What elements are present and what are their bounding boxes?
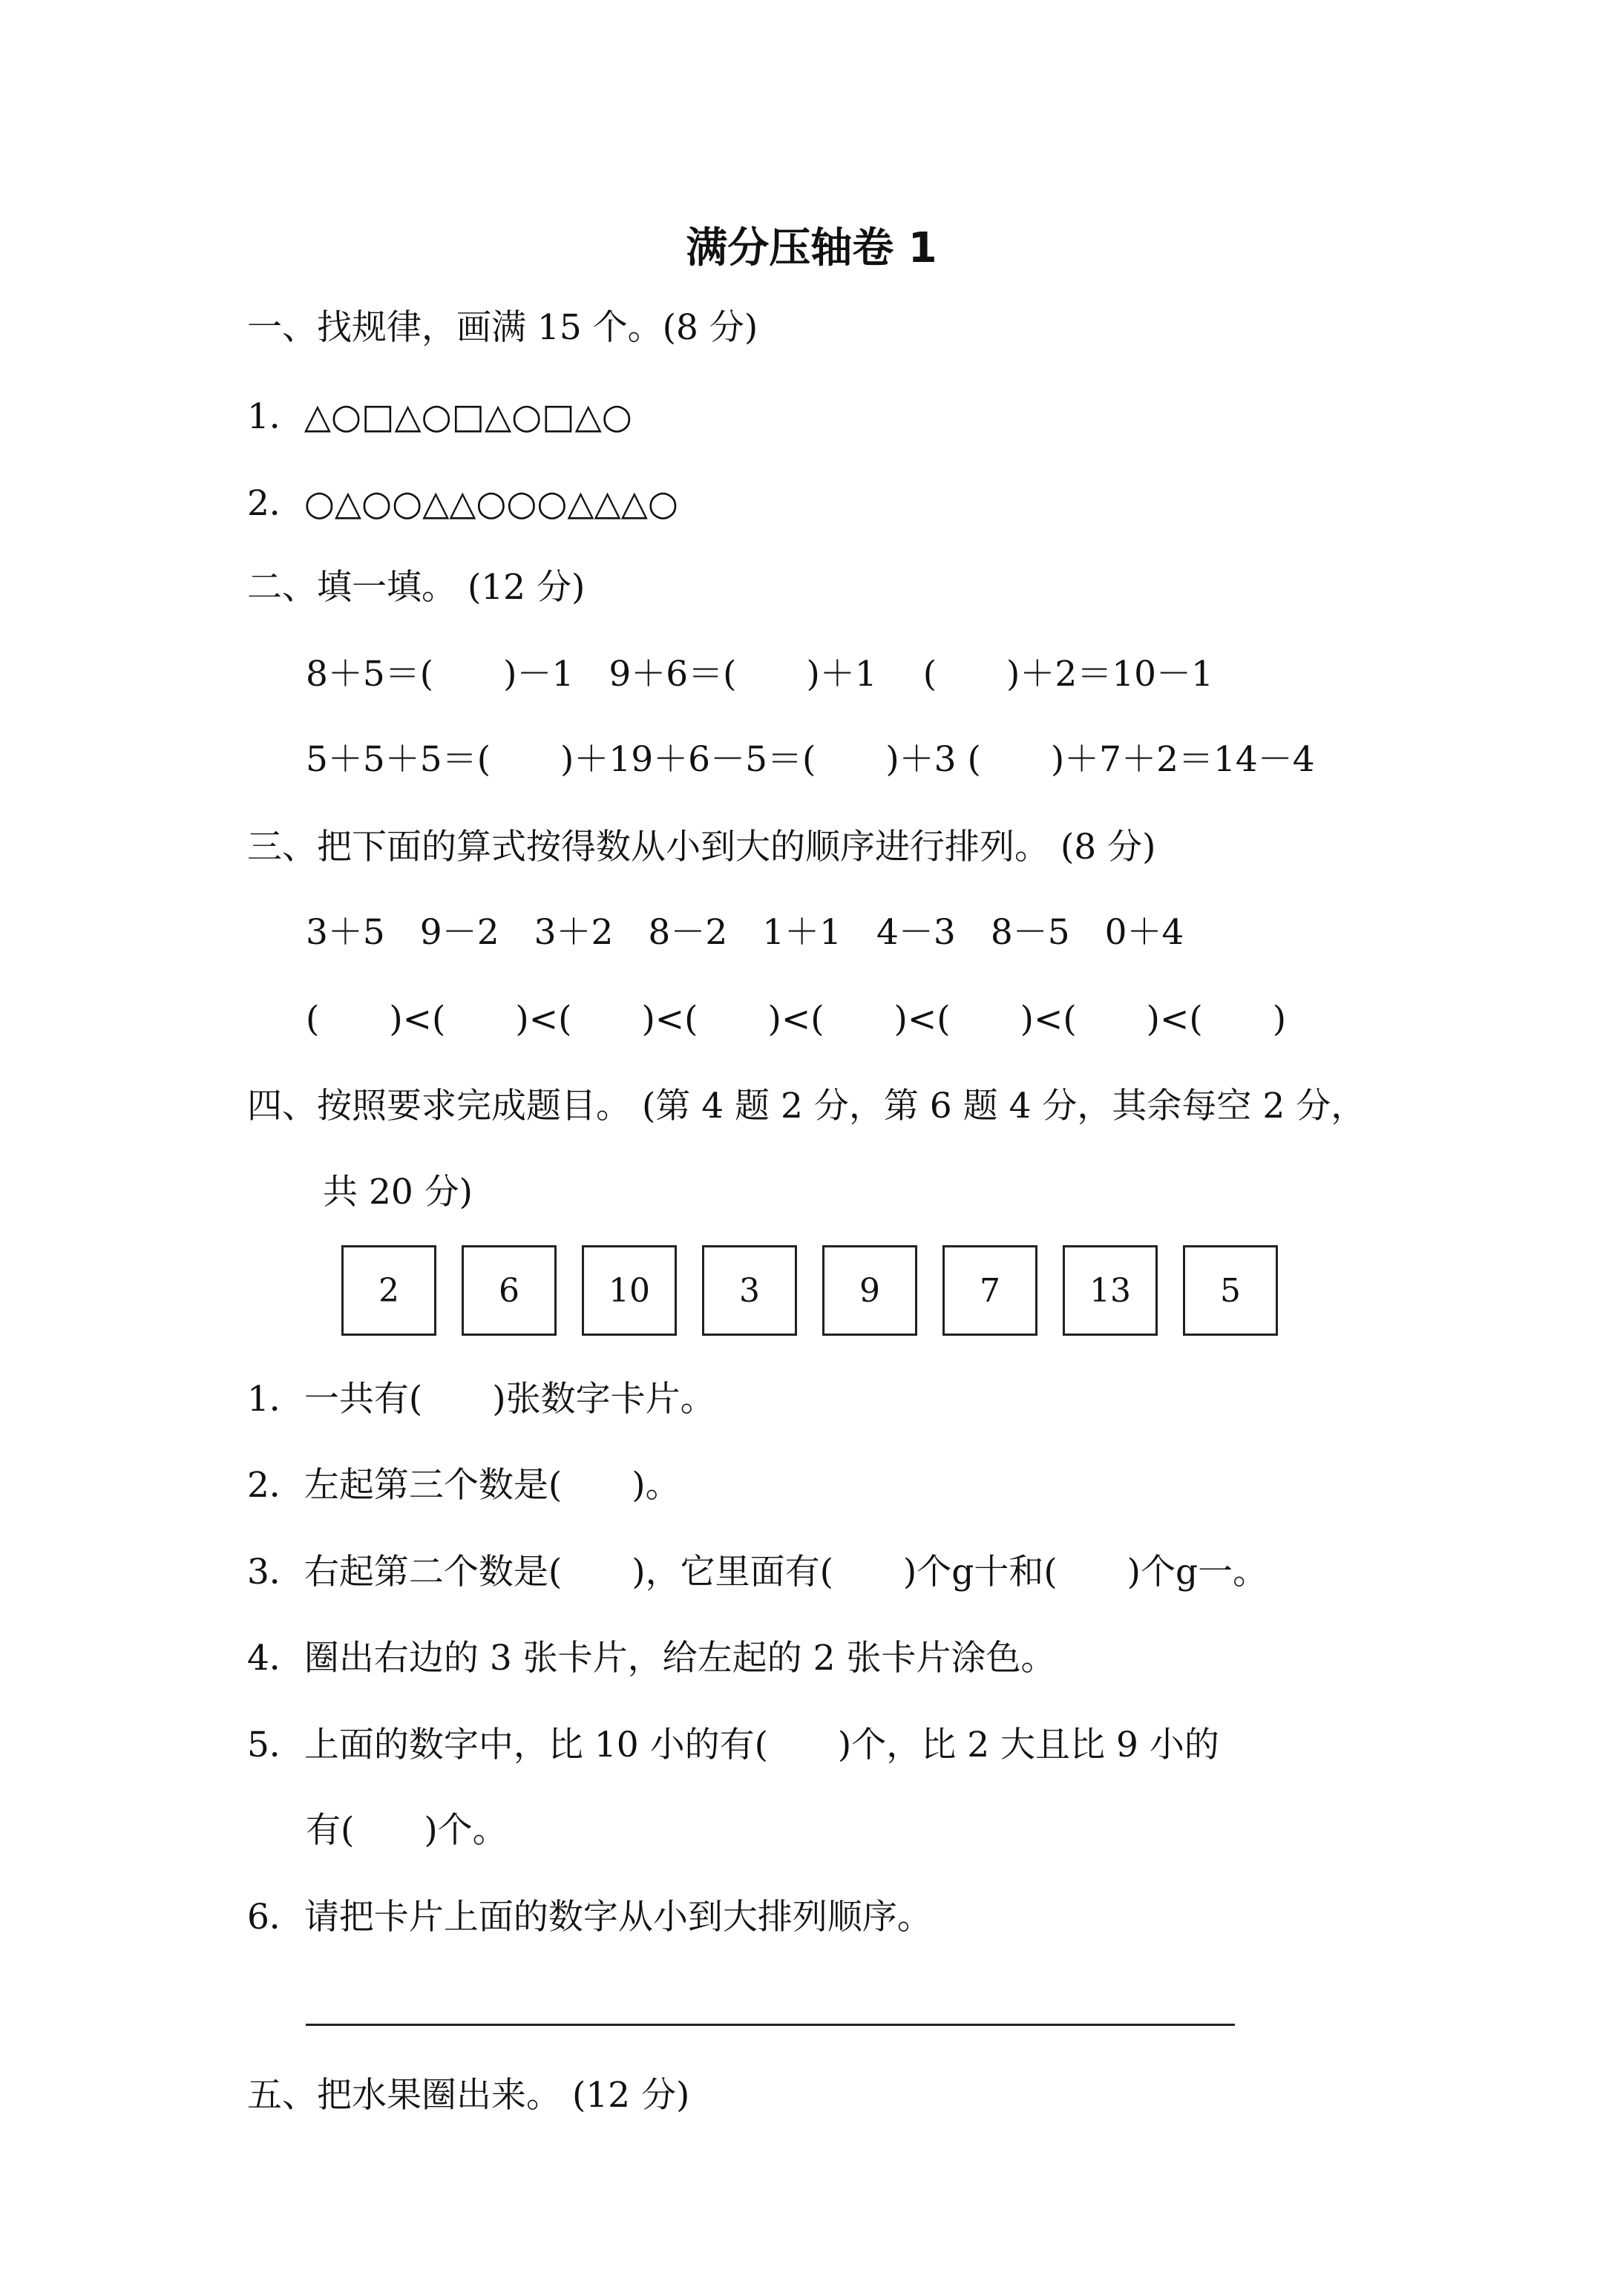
number-card: 6 (462, 1245, 557, 1336)
section4-question-5-cont: 有( )个。 (306, 1810, 508, 1851)
section1-heading: 一、找规律，画满 15 个。(8 分) (247, 307, 758, 348)
section1-question-2: 2．○△○○△△○○○△△△○ (247, 483, 678, 524)
number-card: 7 (942, 1245, 1037, 1336)
section4-question-2: 2．左起第三个数是( )。 (247, 1465, 681, 1506)
section3-blanks: ( )<( )<( )<( )<( )<( )<( )<( ) (306, 999, 1287, 1040)
section4-question-6: 6．请把卡片上面的数字从小到大排列顺序。 (247, 1897, 932, 1938)
number-card: 9 (822, 1245, 917, 1336)
number-cards (341, 1245, 1278, 1336)
number-card: 3 (702, 1245, 797, 1336)
number-card: 13 (1063, 1245, 1158, 1336)
answer-line (306, 2024, 1235, 2026)
section5-heading: 五、把水果圈出来。 (12 分) (247, 2075, 690, 2116)
section1-question-1: 1．△○□△○□△○□△○ (247, 396, 632, 437)
section4-heading-cont: 共 20 分) (323, 1172, 473, 1213)
section3-heading: 三、把下面的算式按得数从小到大的顺序进行排列。 (8 分) (247, 827, 1156, 867)
section4-question-5: 5．上面的数字中，比 10 小的有( )个，比 2 大且比 9 小的 (247, 1725, 1219, 1765)
section2-row-1: 8＋5＝( )－1 9＋6＝( )＋1 ( )＋2＝10－1 (306, 654, 1213, 695)
page-title: 满分压轴卷 1 (686, 224, 937, 272)
section4-question-3: 3．右起第二个数是( )，它里面有( )个g十和( )个g一。 (247, 1552, 1268, 1593)
section4-question-4: 4．圈出右边的 3 张卡片，给左起的 2 张卡片涂色。 (247, 1638, 1056, 1679)
section2-heading: 二、填一填。 (12 分) (247, 567, 586, 608)
number-card: 5 (1183, 1245, 1278, 1336)
section2-row-2: 5＋5＋5＝( )＋19＋6－5＝( )＋3 ( )＋7＋2＝14－4 (306, 739, 1315, 780)
section3-expressions: 3＋5 9－2 3＋2 8－2 1＋1 4－3 8－5 0＋4 (306, 912, 1184, 953)
section4-question-1: 1．一共有( )张数字卡片。 (247, 1379, 715, 1420)
number-card: 2 (341, 1245, 436, 1336)
number-card: 10 (582, 1245, 677, 1336)
section4-heading: 四、按照要求完成题目。 (第 4 题 2 分，第 6 题 4 分，其余每空 2 分， (247, 1086, 1366, 1126)
